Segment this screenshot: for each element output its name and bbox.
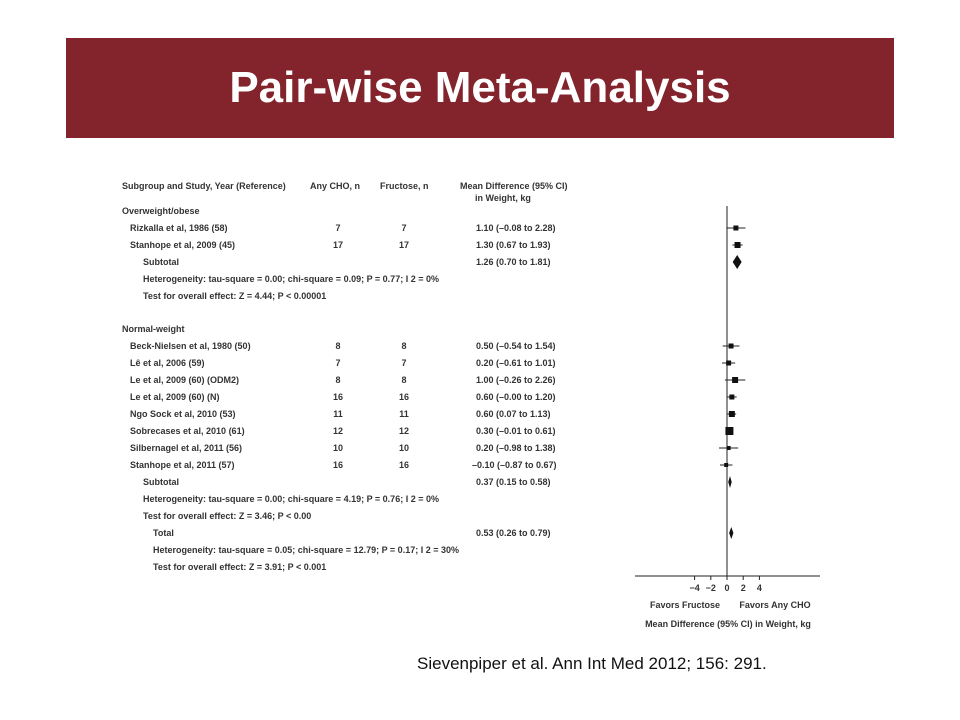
summary-diamond [729,527,733,539]
citation: Sievenpiper et al. Ann Int Med 2012; 156: 291. [417,654,767,673]
fructose-n: 17 [398,240,409,250]
total-overall-effect: Test for overall effect: Z = 3.91; P < 0.001 [153,562,327,572]
header-md-line2: in Weight, kg [475,193,531,203]
fructose-n: 8 [401,375,407,385]
heterogeneity: Heterogeneity: tau-square = 0.00; chi-square = 4.19; P = 0.76; I 2 = 0% [143,494,439,504]
md-ci: 1.30 (0.67 to 1.93) [476,240,551,250]
summary-diamond [733,255,742,269]
study-point [725,427,733,435]
md-ci: 0.60 (0.07 to 1.13) [476,409,551,419]
md-ci: 0.20 (–0.98 to 1.38) [476,443,556,453]
fructose-n: 16 [398,460,409,470]
group-name: Overweight/obese [122,206,200,216]
cho-n: 12 [332,426,343,436]
header-cho: Any CHO, n [310,181,361,191]
study-point [729,344,734,349]
header-md-line1: Mean Difference (95% CI) [460,181,568,191]
study-name: Silbernagel et al, 2011 (56) [130,443,243,453]
study-name: Ngo Sock et al, 2010 (53) [130,409,236,419]
study-point [727,446,731,450]
fructose-n: 10 [398,443,409,453]
subtotal-md: 1.26 (0.70 to 1.81) [476,257,551,267]
subtotal-label: Subtotal [143,477,179,487]
md-ci: –0.10 (–0.87 to 0.67) [472,460,557,470]
md-ci: 0.60 (–0.00 to 1.20) [476,392,556,402]
study-point [724,463,728,467]
subtotal-label: Subtotal [143,257,179,267]
x-tick-label: 0 [724,583,730,593]
md-ci: 0.50 (–0.54 to 1.54) [476,341,556,351]
header-study: Subgroup and Study, Year (Reference) [122,181,286,191]
study-name: Rizkalla et al, 1986 (58) [130,223,228,233]
cho-n: 17 [332,240,343,250]
x-tick-label: 4 [756,583,762,593]
cho-n: 8 [335,341,341,351]
fructose-n: 8 [401,341,407,351]
total-heterogeneity: Heterogeneity: tau-square = 0.05; chi-square = 12.79; P = 0.17; I 2 = 30% [153,545,459,555]
summary-diamond [728,476,731,488]
overall-effect: Test for overall effect: Z = 3.46; P < 0.00 [143,511,312,521]
md-ci: 1.10 (–0.08 to 2.28) [476,223,556,233]
fructose-n: 12 [398,426,409,436]
fructose-n: 7 [401,358,407,368]
md-ci: 0.30 (–0.01 to 0.61) [476,426,556,436]
cho-n: 7 [335,223,341,233]
header-fructose: Fructose, n [380,181,429,191]
study-name: Stanhope et al, 2009 (45) [130,240,236,250]
subtotal-md: 0.37 (0.15 to 0.58) [476,477,551,487]
x-axis-label: Mean Difference (95% CI) in Weight, kg [645,619,811,629]
study-name: Stanhope et al, 2011 (57) [130,460,235,470]
study-name: Le et al, 2009 (60) (N) [130,392,220,402]
group-name: Normal-weight [122,324,185,334]
favors-left-label: Favors Fructose [649,600,721,610]
md-ci: 1.00 (–0.26 to 2.26) [476,375,556,385]
study-point [729,411,735,417]
study-name: Le et al, 2009 (60) (ODM2) [130,375,240,385]
fructose-n: 16 [398,392,409,402]
study-point [729,395,734,400]
x-tick-label: 2 [740,583,746,593]
slide-title: Pair-wise Meta-Analysis [229,63,731,112]
study-point [732,377,738,383]
x-tick-label: −4 [689,583,700,593]
study-name: Beck-Nielsen et al, 1980 (50) [130,341,251,351]
total-label: Total [153,528,174,538]
cho-n: 10 [332,443,343,453]
overall-effect: Test for overall effect: Z = 4.44; P < 0.00001 [143,291,327,301]
fructose-n: 11 [399,409,409,419]
cho-n: 11 [333,409,343,419]
study-name: Sobrecases et al, 2010 (61) [130,426,245,436]
cho-n: 7 [335,358,341,368]
cho-n: 8 [335,375,341,385]
study-name: Lê et al, 2006 (59) [130,358,205,368]
study-point [733,226,738,231]
fructose-n: 7 [401,223,407,233]
favors-right-label: Favors Any CHO [739,600,811,610]
heterogeneity: Heterogeneity: tau-square = 0.00; chi-square = 0.09; P = 0.77; I 2 = 0% [143,274,439,284]
total-md: 0.53 (0.26 to 0.79) [476,528,551,538]
study-point [726,361,731,366]
x-tick-label: −2 [705,583,716,593]
md-ci: 0.20 (–0.61 to 1.01) [476,358,556,368]
cho-n: 16 [332,460,343,470]
study-point [735,242,741,248]
cho-n: 16 [332,392,343,402]
